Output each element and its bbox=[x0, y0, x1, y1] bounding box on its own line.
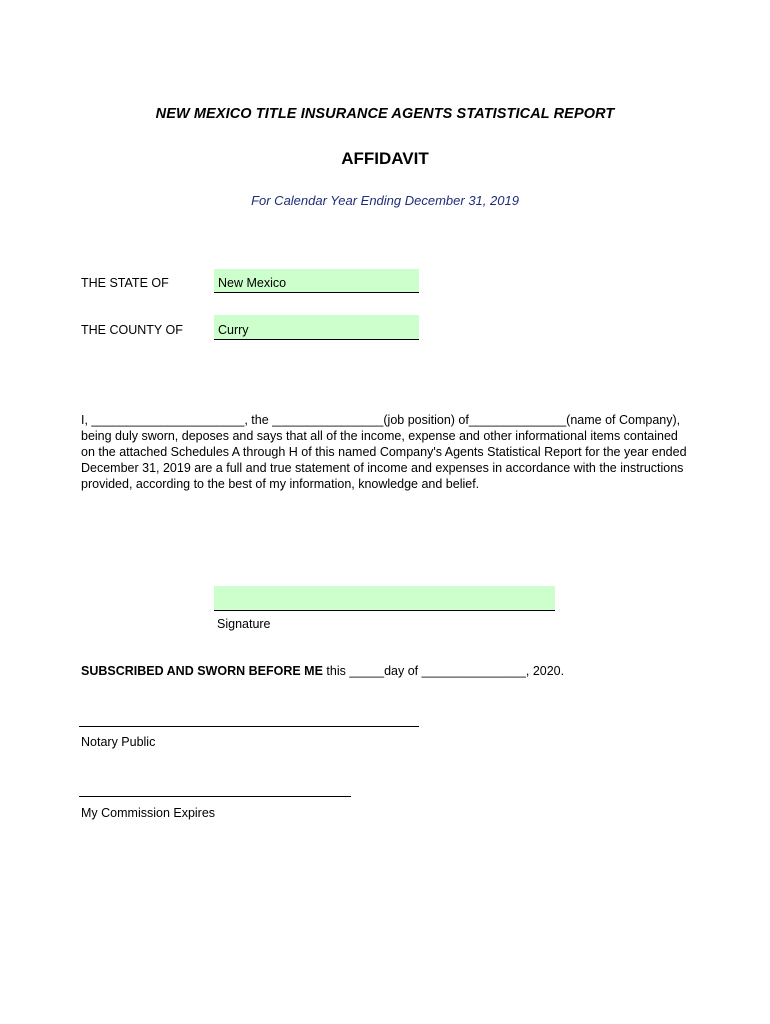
notary-signature-line[interactable] bbox=[79, 726, 419, 727]
county-value: Curry bbox=[218, 323, 249, 337]
notary-label: Notary Public bbox=[81, 735, 156, 749]
county-field[interactable] bbox=[214, 315, 419, 340]
affidavit-heading: AFFIDAVIT bbox=[341, 149, 429, 168]
signature-field[interactable] bbox=[214, 586, 555, 611]
state-value: New Mexico bbox=[218, 276, 287, 290]
report-title: NEW MEXICO TITLE INSURANCE AGENTS STATISTICAL REPORT bbox=[155, 106, 615, 122]
state-field[interactable] bbox=[214, 269, 419, 293]
sworn-rest-text: this _____day of _______________, 2020. bbox=[322, 664, 565, 678]
state-label: THE STATE OF bbox=[81, 276, 169, 290]
sworn-statement bbox=[81, 664, 564, 678]
commission-label: My Commission Expires bbox=[81, 806, 216, 820]
county-label: THE COUNTY OF bbox=[81, 323, 183, 337]
sworn-bold-text: SUBSCRIBED AND SWORN BEFORE ME bbox=[81, 664, 323, 678]
commission-expires-line[interactable] bbox=[79, 796, 351, 797]
affidavit-statement: I, ______________________, the ________________(job position) of______________(name of Company), being duly sworn, deposes and says that all of the income, expense and other informational items contained on the attached Schedules A through H of this named Company's Agents Statistical Report for the year ended December 31, 2019 are a full and true statement of income and expenses in accordance with the instructions provided, according to the best of my information, knowledge and belief. bbox=[81, 413, 687, 491]
signature-label: Signature bbox=[217, 617, 271, 631]
calendar-year-subtitle: For Calendar Year Ending December 31, 2019 bbox=[251, 193, 519, 208]
